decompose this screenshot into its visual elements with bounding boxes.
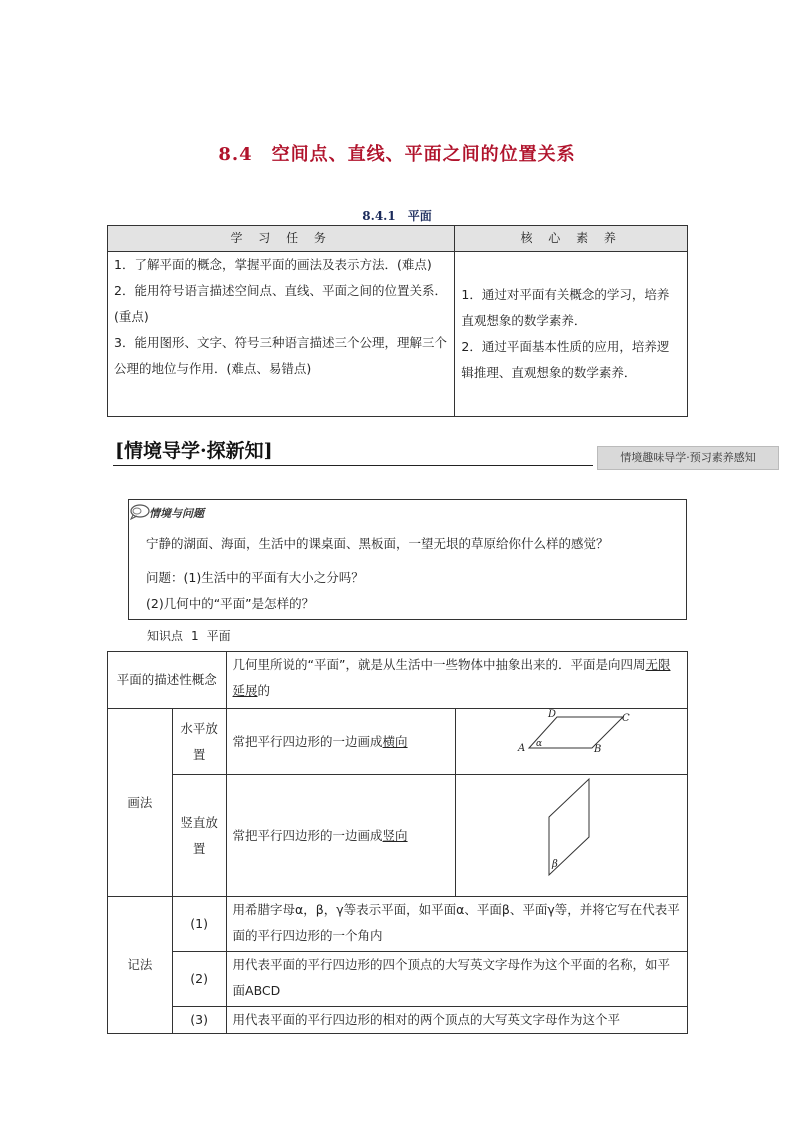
section-title: 8.4.1 平面	[362, 209, 432, 223]
concept-text-cell: 几何里所说的“平面”，就是从生活中一些物体中抽象出来的．平面是向四周无限延展的	[226, 652, 687, 709]
concept-label-cell: 平面的描述性概念	[108, 652, 227, 709]
horizontal-label: 水平放置	[172, 709, 226, 775]
notation-text: 用代表平面的平行四边形的四个顶点的大写英文字母作为这个平面的名称，如平面ABCD	[226, 952, 687, 1007]
chapter-title: 8.4 空间点、直线、平面之间的位置关系	[218, 144, 576, 165]
horizontal-parallelogram-figure	[456, 709, 687, 765]
vertex-d-label: D	[547, 709, 556, 720]
horizontal-text: 常把平行四边形的一边画成横向	[226, 709, 455, 775]
horizontal-plane-figure	[455, 709, 687, 775]
task-item: 2．能用符号语言描述空间点、直线、平面之间的位置关系．(重点)	[114, 283, 447, 324]
vertex-a-label: A	[517, 743, 526, 754]
section-banner-title: [情境导学·探新知]	[115, 440, 273, 462]
notation-num: (1)	[172, 897, 226, 952]
task-item: 1．了解平面的概念，掌握平面的画法及表示方法．(难点)	[114, 257, 432, 272]
knowledge-point-table	[107, 651, 688, 1034]
task-item: 3．能用图形、文字、符号三种语言描述三个公理，理解三个公理的地位与作用．(难点、易错点)	[114, 335, 447, 376]
kp-topic: 平面	[206, 629, 231, 643]
drawing-label: 画法	[108, 709, 173, 897]
competency-item: 1．通过对平面有关概念的学习，培养直观想象的数学素养．	[461, 287, 670, 328]
notation-text: 用代表平面的平行四边形的相对的两个顶点的大写英文字母作为这个平	[226, 1007, 687, 1034]
vertical-label: 竖直放置	[172, 775, 226, 897]
notation-text: 用希腊字母α，β，γ等表示平面，如平面α、平面β、平面γ等，并将它写在代表平面的平行四边形的一个角内	[226, 897, 687, 952]
scenario-question-1: 问题：(1)生活中的平面有大小之分吗？	[146, 570, 364, 585]
scenario-question-2: (2)几何中的“平面”是怎样的？	[146, 596, 315, 611]
competency-item: 2．通过平面基本性质的应用，培养逻辑推理、直观想象的数学素养．	[461, 339, 670, 380]
kp-label: 知识点	[147, 629, 184, 643]
banner-tag: 情境趣味导学·预习素养感知	[597, 446, 779, 470]
kp-number: 1	[191, 629, 199, 643]
scenario-label: 情境与问题	[149, 507, 204, 520]
speech-bubble-icon	[129, 502, 151, 520]
vertical-parallelogram-figure	[456, 775, 687, 887]
scenario-box	[128, 499, 687, 620]
vertical-text: 常把平行四边形的一边画成竖向	[226, 775, 455, 897]
vertical-plane-figure	[455, 775, 687, 897]
alpha-label: α	[535, 739, 543, 749]
vertex-c-label: C	[621, 713, 630, 724]
banner-underline	[113, 465, 593, 466]
notation-num: (3)	[172, 1007, 226, 1034]
vertex-b-label: B	[593, 744, 602, 755]
knowledge-point-title	[147, 627, 231, 644]
notation-num: (2)	[172, 952, 226, 1007]
notation-label: 记法	[108, 897, 173, 1034]
scenario-text: 宁静的湖面、海面，生活中的课桌面、黑板面，一望无垠的草原给你什么样的感觉？	[146, 536, 609, 551]
beta-label: β	[551, 859, 558, 870]
task-header: 学 习 任 务	[108, 226, 455, 252]
learning-task-table	[107, 225, 688, 417]
competency-header: 核 心 素 养	[455, 226, 688, 252]
